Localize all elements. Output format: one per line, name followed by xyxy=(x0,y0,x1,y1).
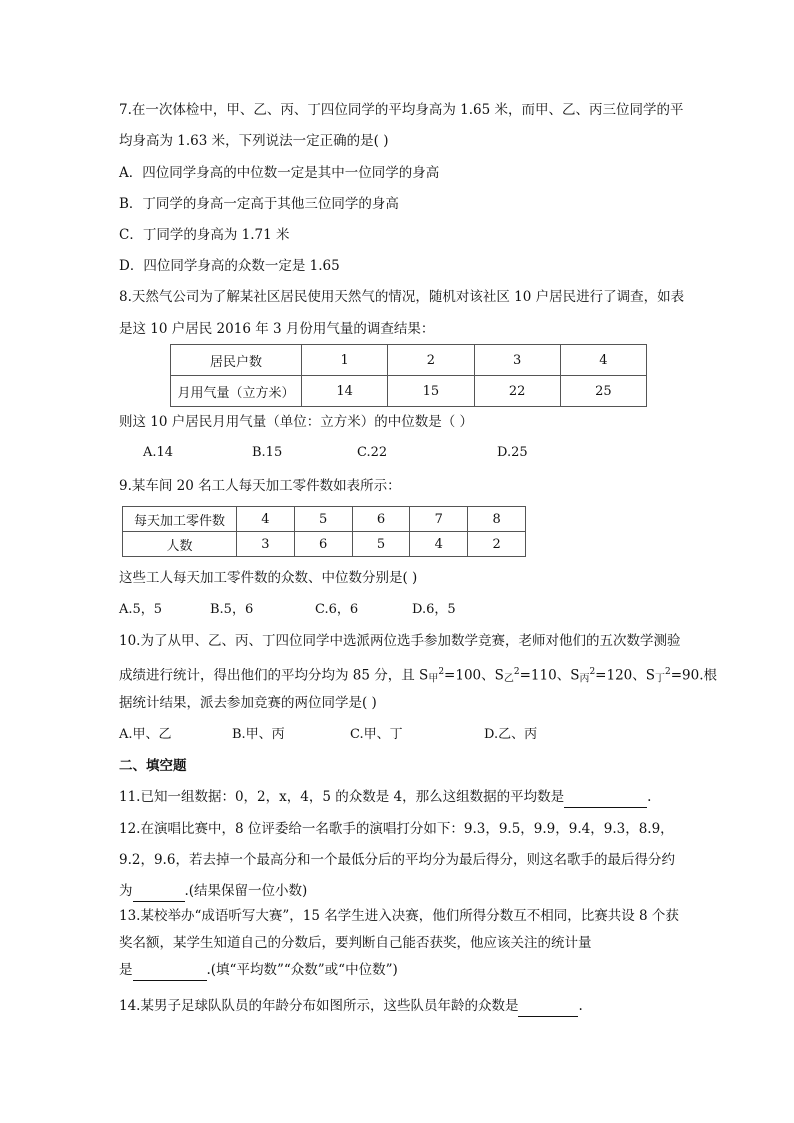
superscript-2: 2 xyxy=(438,667,445,677)
q14-text: 14.某男子足球队队员的年龄分布如图所示，这些队员年龄的众数是 xyxy=(119,998,519,1014)
q11-text: 11.已知一组数据：0，2，x，4，5 的众数是 4，那么这组数据的平均数是 xyxy=(119,789,565,805)
q9-table xyxy=(122,506,526,557)
table-cell: 每天加工零件数 xyxy=(123,507,237,532)
q13-line-1: 13.某校举办“成语听写大赛”，15 名学生进入决赛，他们所得分数互不相同，比赛共设 8 个获 xyxy=(119,908,679,924)
subscript-ding: 丁 xyxy=(655,673,665,685)
q14-line xyxy=(119,996,583,1017)
q10-option-d: D.乙、丙 xyxy=(484,727,538,742)
subscript-yi: 乙 xyxy=(503,673,514,685)
q12-line-3-suffix: .(结果保留一位小数) xyxy=(184,883,308,899)
variance-jia: =100、S xyxy=(444,667,504,684)
q8-option-b: B.15 xyxy=(252,445,283,460)
q7-option-a: A．四位同学身高的中位数一定是其中一位同学的身高 xyxy=(119,165,440,181)
table-cell: 7 xyxy=(410,507,468,532)
q8-option-c: C.22 xyxy=(357,445,388,460)
q10-line-1: 10.为了从甲、乙、丙、丁四位同学中选派两位选手参加数学竞赛，老师对他们的五次数学测验 xyxy=(119,633,681,649)
q10-line-2-prefix: 成绩进行统计，得出他们的平均分均为 85 分，且 S xyxy=(119,667,429,684)
q12-line-3 xyxy=(119,881,307,902)
q8-option-a: A.14 xyxy=(143,445,174,460)
table-cell: 6 xyxy=(294,532,352,557)
q12-line-3-prefix: 为 xyxy=(119,883,133,899)
q10-line-3: 据统计结果，派去参加竞赛的两位同学是( ) xyxy=(119,695,377,711)
q10-option-a: A.甲、乙 xyxy=(119,727,172,742)
table-row xyxy=(123,507,526,532)
q9-option-a: A.5，5 xyxy=(119,602,163,617)
answer-blank xyxy=(518,996,578,1017)
q13-line-3-prefix: 是 xyxy=(119,962,133,978)
table-cell: 4 xyxy=(410,532,468,557)
q8-line-1: 8.天然气公司为了解某社区居民使用天然气的情况，随机对该社区 10 户居民进行了调查，如表 xyxy=(119,289,685,305)
q11-line xyxy=(119,787,651,808)
q8-question: 则这 10 户居民月用气量（单位：立方米）的中位数是（ ） xyxy=(119,414,474,430)
answer-blank xyxy=(133,960,207,981)
subscript-bing: 丙 xyxy=(579,673,590,685)
table-cell: 4 xyxy=(237,507,295,532)
q7-option-b: B．丁同学的身高一定高于其他三位同学的身高 xyxy=(119,196,399,212)
q9-option-b: B.5，6 xyxy=(210,602,254,617)
table-cell: 2 xyxy=(468,532,526,557)
q10-line-2 xyxy=(119,662,717,690)
table-cell: 14 xyxy=(302,376,388,407)
table-cell: 1 xyxy=(302,345,388,376)
subscript-jia: 甲 xyxy=(428,673,439,685)
q13-line-2: 奖名额，某学生知道自己的分数后，要判断自己能否获奖，他应该关注的统计量 xyxy=(119,935,592,951)
q9-option-c: C.6，6 xyxy=(315,602,359,617)
q9-option-d: D.6，5 xyxy=(412,602,456,617)
q8-line-2: 是这 10 户居民 2016 年 3 月份用气量的调查结果： xyxy=(119,321,435,337)
table-row xyxy=(171,345,647,376)
q9-line-1: 9.某车间 20 名工人每天加工零件数如表所示： xyxy=(119,478,401,494)
variance-bing: =120、S xyxy=(595,667,655,684)
table-cell: 月用气量（立方米） xyxy=(171,376,302,407)
q12-line-1: 12.在演唱比赛中，8 位评委给一名歌手的演唱打分如下：9.3，9.5，9.9，9.4，9.3，8.9， xyxy=(119,821,674,837)
q7-option-c: C．丁同学的身高为 1.71 米 xyxy=(119,227,290,243)
answer-blank xyxy=(564,787,647,808)
q8-option-d: D.25 xyxy=(497,445,528,460)
table-cell: 5 xyxy=(352,532,410,557)
q14-end: . xyxy=(578,998,583,1014)
table-cell: 人数 xyxy=(123,532,237,557)
table-cell: 3 xyxy=(474,345,560,376)
table-cell: 2 xyxy=(388,345,474,376)
table-cell: 5 xyxy=(294,507,352,532)
superscript-2: 2 xyxy=(665,667,671,677)
table-cell: 25 xyxy=(560,376,646,407)
answer-blank xyxy=(133,881,185,902)
table-row xyxy=(171,376,647,407)
q9-question: 这些工人每天加工零件数的众数、中位数分别是( ) xyxy=(119,570,418,586)
table-cell: 15 xyxy=(388,376,474,407)
table-cell: 居民户数 xyxy=(171,345,302,376)
variance-yi: =110、S xyxy=(519,667,580,684)
table-cell: 6 xyxy=(352,507,410,532)
table-cell: 3 xyxy=(237,532,295,557)
section-title: 二、填空题 xyxy=(119,758,187,774)
q10-option-b: B.甲、丙 xyxy=(232,727,285,742)
q7-line-1: 7.在一次体检中，甲、乙、丙、丁四位同学的平均身高为 1.65 米，而甲、乙、丙三位同学的平 xyxy=(119,102,684,118)
q10-option-c: C.甲、丁 xyxy=(350,727,403,742)
table-cell: 8 xyxy=(468,507,526,532)
q12-line-2: 9.2，9.6，若去掉一个最高分和一个最低分后的平均分为最后得分，则这名歌手的最后得分约 xyxy=(119,852,675,868)
table-cell: 22 xyxy=(474,376,560,407)
q7-line-2: 均身高为 1.63 米，下列说法一定正确的是( ) xyxy=(119,133,389,149)
superscript-2: 2 xyxy=(589,667,596,677)
q8-table xyxy=(170,344,647,407)
q7-option-d: D．四位同学身高的众数一定是 1.65 xyxy=(119,258,340,274)
table-cell: 4 xyxy=(560,345,646,376)
q11-end: . xyxy=(647,789,652,805)
q13-line-3-suffix: .(填“平均数”“众数”或“中位数”) xyxy=(206,962,398,978)
q13-line-3 xyxy=(119,960,398,981)
table-row xyxy=(123,532,526,557)
superscript-2: 2 xyxy=(513,667,520,677)
variance-ding: =90.根 xyxy=(670,667,718,684)
